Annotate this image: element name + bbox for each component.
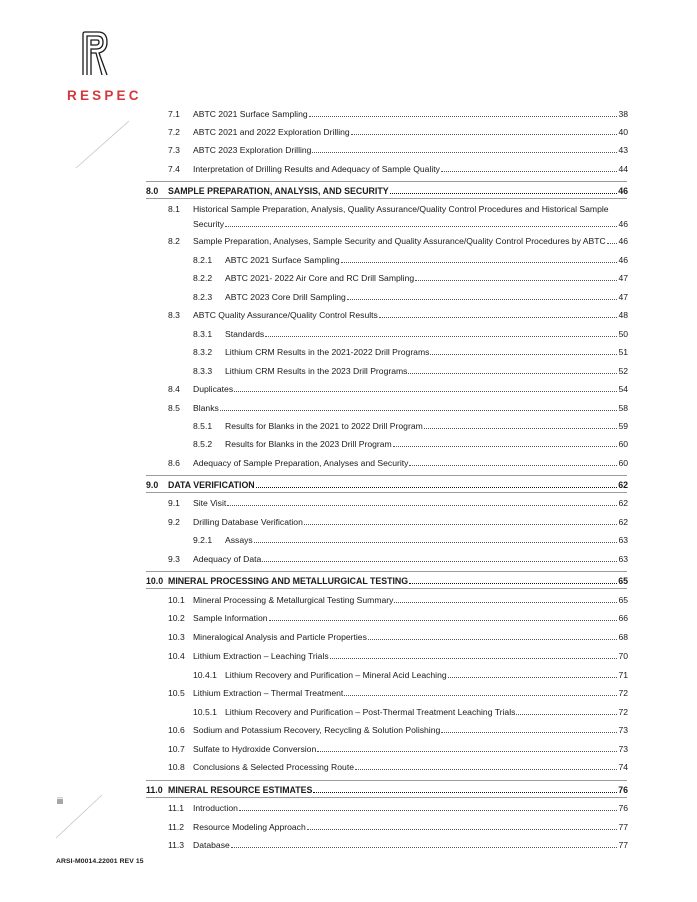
toc-entry-title: Lithium Recovery and Purification – Post-Thermal Treatment Leaching Trials	[225, 707, 516, 717]
toc-entry-page: 70	[618, 651, 628, 661]
toc-entry-title: MINERAL PROCESSING AND METALLURGICAL TESTING	[168, 576, 409, 586]
toc-entry-title: ABTC 2023 Exploration Drilling	[193, 145, 312, 155]
toc-entry-number: 10.6	[168, 725, 185, 735]
toc-entry-title: Historical Sample Preparation, Analysis, Quality Assurance/Quality Control Procedures and Historical Sample	[193, 204, 609, 214]
toc-entry-page: 60	[618, 458, 628, 468]
toc-entry-title: ABTC 2021 Surface Sampling	[225, 255, 340, 265]
dot-leader	[351, 133, 618, 135]
toc-entry-number: 8.3.1	[193, 329, 213, 339]
toc-entry-number: 7.3	[168, 145, 180, 155]
dot-leader	[408, 372, 617, 374]
toc-entry-title: Lithium Extraction – Leaching Trials	[193, 651, 329, 661]
toc-entry-page: 62	[618, 498, 628, 508]
toc-entry-page: 58	[618, 403, 628, 413]
toc-entry-page: 44	[618, 164, 628, 174]
toc-entry-number: 8.4	[168, 384, 180, 394]
dot-leader	[448, 676, 618, 678]
dot-leader	[317, 750, 617, 752]
dot-leader	[239, 809, 618, 811]
toc-entry-continuation[interactable]	[193, 219, 628, 229]
toc-entry-page: 73	[618, 744, 628, 754]
toc-entry-page: 63	[618, 554, 628, 564]
toc-entry-title: Results for Blanks in the 2021 to 2022 Drill Program	[225, 421, 423, 431]
dot-leader	[341, 261, 618, 263]
dot-leader	[265, 335, 617, 337]
toc-entry-title: Database	[193, 840, 230, 850]
toc-entry-number: 8.3.3	[193, 366, 213, 376]
toc-entry-page: 46	[618, 219, 628, 229]
toc-entry-number: 10.5.1	[193, 707, 217, 717]
toc-entry-title: Adequacy of Sample Preparation, Analyses and Security	[193, 458, 409, 468]
toc-entry-title: ABTC 2021- 2022 Air Core and RC Drill Sampling	[225, 273, 415, 283]
toc-entry-title: Duplicates	[193, 384, 234, 394]
section-divider	[146, 571, 627, 572]
toc-entry-number: 10.8	[168, 762, 185, 772]
section-divider	[146, 780, 627, 781]
toc-entry-page: 62	[618, 517, 628, 527]
toc-entry-number: 9.1	[168, 498, 180, 508]
toc-entry-page: 50	[618, 329, 628, 339]
toc-entry-number: 11.0	[146, 785, 163, 795]
toc-entry-number: 8.5	[168, 403, 180, 413]
dot-leader	[254, 541, 618, 543]
dot-leader	[307, 828, 618, 830]
toc-entry-page: 54	[618, 384, 628, 394]
dot-leader	[607, 242, 618, 244]
toc-entry-number: 10.7	[168, 744, 185, 754]
toc-entry-title: Lithium Recovery and Purification – Mineral Acid Leaching	[225, 670, 447, 680]
dot-leader	[516, 713, 617, 715]
section-divider	[146, 181, 627, 182]
toc-entry-number: 11.1	[168, 803, 185, 813]
dot-leader	[355, 768, 617, 770]
toc-entry-title: Sample Preparation, Analyses, Sample Security and Quality Assurance/Quality Control Procedures by ABTC	[193, 236, 606, 246]
respec-logo	[67, 30, 142, 103]
toc-entry-number: 11.2	[168, 822, 185, 832]
dot-leader	[368, 638, 618, 640]
toc-entry-title: Site Visit	[193, 498, 227, 508]
toc-entry-title: Adequacy of Data	[193, 554, 262, 564]
dot-leader	[330, 657, 618, 659]
dot-leader	[309, 115, 618, 117]
dot-leader	[424, 427, 618, 429]
dot-leader	[304, 523, 618, 525]
toc-entry-page: 63	[618, 535, 628, 545]
dot-leader	[256, 486, 618, 488]
toc-entry-title: ABTC 2021 and 2022 Exploration Drilling	[193, 127, 350, 137]
toc-entry-page: 51	[618, 347, 628, 357]
toc-entry-number: 10.4.1	[193, 670, 217, 680]
section-divider	[146, 198, 627, 199]
toc-entry-number: 8.3.2	[193, 347, 213, 357]
toc-entry-page: 66	[618, 613, 628, 623]
toc-entry-title: Resource Modeling Approach	[193, 822, 306, 832]
section-divider	[146, 797, 627, 798]
toc-entry-title: Lithium Extraction – Thermal Treatment	[193, 688, 344, 698]
toc-entry-page: 73	[618, 725, 628, 735]
toc-entry-title: Introduction	[193, 803, 238, 813]
toc-entry-title: MINERAL RESOURCE ESTIMATES	[168, 785, 313, 795]
toc-entry-page: 60	[618, 439, 628, 449]
toc-entry-page: 65	[618, 576, 628, 586]
dot-leader	[430, 353, 617, 355]
toc-entry-page: 76	[618, 785, 628, 795]
toc-entry-page: 47	[618, 273, 628, 283]
toc-entry-title: Lithium CRM Results in the 2021-2022 Drill Programs	[225, 347, 430, 357]
toc-entry-title: ABTC Quality Assurance/Quality Control Results	[193, 310, 378, 320]
toc-entry-number: 9.2.1	[193, 535, 213, 545]
toc-entry-title: Sodium and Potassium Recovery, Recycling & Solution Polishing	[193, 725, 441, 735]
dot-leader	[262, 560, 617, 562]
toc-entry-number: 10.3	[168, 632, 185, 642]
dot-leader	[231, 846, 618, 848]
toc-entry-page: 65	[618, 595, 628, 605]
dot-leader	[220, 409, 618, 411]
toc-entry-number: 7.4	[168, 164, 180, 174]
document-id: ARSI-M0014.22001 REV 15	[56, 858, 144, 865]
toc-entry-page: 38	[618, 109, 628, 119]
dot-leader	[394, 601, 617, 603]
toc-entry-title: DATA VERIFICATION	[168, 480, 255, 490]
toc-entry-page: 62	[618, 480, 628, 490]
toc-entry-title: Sulfate to Hydroxide Conversion	[193, 744, 317, 754]
toc-entry-number: 11.3	[168, 840, 185, 850]
toc-entry-number: 9.2	[168, 517, 180, 527]
toc-entry-number: 9.0	[146, 480, 159, 490]
toc-entry-title: ABTC 2023 Core Drill Sampling	[225, 292, 346, 302]
section-divider	[146, 588, 627, 589]
dot-leader	[441, 731, 617, 733]
toc-entry-number: 8.5.1	[193, 421, 213, 431]
toc-entry-page: 59	[618, 421, 628, 431]
toc-entry-page: 46	[618, 186, 628, 196]
dot-leader	[409, 464, 617, 466]
dot-leader	[379, 316, 618, 318]
toc-entry-number: 7.2	[168, 127, 180, 137]
toc-entry-number: 10.4	[168, 651, 185, 661]
toc-entry-number: 10.2	[168, 613, 185, 623]
toc-entry-number: 8.2.1	[193, 255, 213, 265]
toc-entry-number: 8.6	[168, 458, 180, 468]
toc-entry-page: 74	[618, 762, 628, 772]
toc-entry-number: 7.1	[168, 109, 180, 119]
dot-leader	[269, 619, 618, 621]
page-number: iii	[57, 796, 63, 806]
section-divider	[146, 492, 627, 493]
toc-entry-number: 8.5.2	[193, 439, 213, 449]
toc-entry-page: 68	[618, 632, 628, 642]
toc-entry-number: 10.0	[146, 576, 164, 586]
toc-entry-number: 8.1	[168, 204, 180, 214]
dot-leader	[312, 151, 617, 153]
toc-entry-page: 72	[618, 688, 628, 698]
toc-entry-page: 46	[618, 236, 628, 246]
toc-entry-page: 46	[618, 255, 628, 265]
toc-entry-number: 8.2	[168, 236, 180, 246]
toc-entry-page: 72	[618, 707, 628, 717]
dot-leader	[347, 298, 618, 300]
dot-leader	[393, 445, 618, 447]
toc-entry-title: Results for Blanks in the 2023 Drill Program	[225, 439, 392, 449]
toc-entry-number: 8.2.2	[193, 273, 213, 283]
toc-entry-page: 43	[618, 145, 628, 155]
toc-entry-number: 10.5	[168, 688, 185, 698]
dot-leader	[441, 170, 617, 172]
section-divider	[146, 475, 627, 476]
toc-entry-number: 8.0	[146, 186, 159, 196]
toc-entry-page: 77	[618, 822, 628, 832]
toc-entry-title: SAMPLE PREPARATION, ANALYSIS, AND SECURITY	[168, 186, 389, 196]
toc-entry-page: 71	[618, 670, 628, 680]
toc-entry-page: 47	[618, 292, 628, 302]
toc-entry-page: 52	[618, 366, 628, 376]
toc-entry-page: 77	[618, 840, 628, 850]
toc-entry-title: Mineral Processing & Metallurgical Testing Summary	[193, 595, 394, 605]
toc-entry-title: Blanks	[193, 403, 219, 413]
respec-r-mark-icon	[80, 30, 110, 76]
dot-leader	[415, 279, 617, 281]
logo-wordmark: RESPEC	[67, 88, 142, 103]
dot-leader	[390, 192, 618, 194]
dot-leader	[409, 582, 617, 584]
toc-entry-title: Conclusions & Selected Processing Route	[193, 762, 354, 772]
dot-leader	[225, 225, 617, 227]
dot-leader	[234, 390, 617, 392]
dot-leader	[313, 791, 617, 793]
toc-entry-title: Mineralogical Analysis and Particle Properties	[193, 632, 367, 642]
decorative-diagonal-line	[74, 120, 130, 170]
toc-entry-title: Standards	[225, 329, 265, 339]
toc-entry-number: 8.2.3	[193, 292, 213, 302]
toc-entry-title: ABTC 2021 Surface Sampling	[193, 109, 308, 119]
toc-entry-number: 9.3	[168, 554, 180, 564]
toc-entry-number: 10.1	[168, 595, 185, 605]
toc-entry-title-continued: Security	[193, 219, 225, 229]
toc-entry-page: 76	[618, 803, 628, 813]
toc-entry-number: 8.3	[168, 310, 180, 320]
toc-entry-title: Drilling Database Verification	[193, 517, 303, 527]
toc-entry-title: Assays	[225, 535, 253, 545]
toc-entry-title: Sample Information	[193, 613, 268, 623]
toc-entry-page: 48	[618, 310, 628, 320]
dot-leader	[227, 504, 617, 506]
dot-leader	[344, 694, 617, 696]
toc-entry-title: Lithium CRM Results in the 2023 Drill Programs	[225, 366, 408, 376]
toc-entry-title: Interpretation of Drilling Results and Adequacy of Sample Quality	[193, 164, 440, 174]
toc-entry-page: 40	[618, 127, 628, 137]
